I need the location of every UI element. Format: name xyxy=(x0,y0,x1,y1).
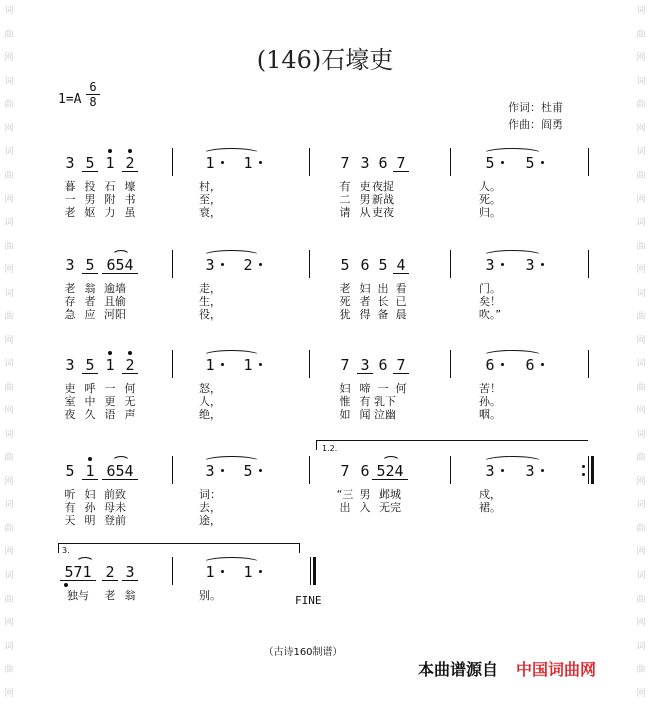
note: 6 xyxy=(360,462,370,480)
note: 3 xyxy=(65,256,75,274)
final-barline-thick xyxy=(313,557,316,585)
lyric-syllable: 何 xyxy=(395,382,407,395)
augmentation-dot xyxy=(541,363,544,366)
note: 3 xyxy=(485,256,495,274)
augmentation-dot xyxy=(501,263,504,266)
lyric-syllable: 逾墙 xyxy=(104,282,126,295)
lyric-syllable: 别。 xyxy=(199,589,221,602)
barline xyxy=(450,148,451,176)
note: 2 xyxy=(243,256,253,274)
lyric-syllable: 者 xyxy=(84,295,96,308)
lyric-syllable: 走， xyxy=(199,282,221,295)
slur xyxy=(483,148,542,159)
lyric-syllable: 书 xyxy=(124,193,136,206)
slur xyxy=(203,250,260,261)
augmentation-dot xyxy=(259,570,262,573)
augmentation-dot xyxy=(501,161,504,164)
watermark-char: 曲 xyxy=(636,100,646,111)
lyric-syllable: 妇 xyxy=(84,488,96,501)
watermark-char: 网 xyxy=(636,547,646,558)
note: 1 xyxy=(105,356,115,374)
lyric-syllable: 途， xyxy=(199,514,221,527)
lyric-syllable: 何 xyxy=(124,382,136,395)
lyric-syllable: 壕 xyxy=(124,180,136,193)
watermark-char: 曲 xyxy=(4,665,14,676)
barline xyxy=(172,456,173,484)
watermark-char: 词 xyxy=(636,218,646,229)
lyric-syllable: 矣！ xyxy=(479,295,501,308)
watermark-char: 曲 xyxy=(636,382,646,393)
watermark-char: 网 xyxy=(636,688,646,699)
watermark-char: 网 xyxy=(4,476,14,487)
lyric-syllable: 入 xyxy=(359,501,371,514)
watermark-char: 曲 xyxy=(636,453,646,464)
barline xyxy=(588,148,589,176)
lyric-syllable: 出 xyxy=(339,501,351,514)
watermark-char: 网 xyxy=(4,194,14,205)
lyric-syllable: 裙。 xyxy=(479,501,501,514)
lyric-syllable: 老 xyxy=(104,589,116,602)
note: 2 xyxy=(122,357,138,374)
slur xyxy=(483,350,542,361)
watermark-char: 网 xyxy=(4,335,14,346)
watermark-char: 词 xyxy=(636,359,646,370)
watermark-char: 曲 xyxy=(636,312,646,323)
augmentation-dot xyxy=(221,263,224,266)
barline xyxy=(588,350,589,378)
watermark-char: 词 xyxy=(636,288,646,299)
slur xyxy=(112,250,130,261)
lyric-syllable: 呼 xyxy=(84,382,96,395)
note: 1 xyxy=(243,563,253,581)
volta-bracket-last-tick-left xyxy=(58,543,59,553)
lyric-syllable: 一 xyxy=(377,382,389,395)
time-signature xyxy=(86,80,100,109)
note: 3 xyxy=(357,357,373,374)
watermark-char: 曲 xyxy=(636,170,646,181)
augmentation-dot xyxy=(221,161,224,164)
watermark-char: 网 xyxy=(4,618,14,629)
slur xyxy=(203,148,260,159)
lyric-syllable: 出 xyxy=(377,282,389,295)
meter-bottom: 8 xyxy=(89,95,97,109)
watermark-char: 词 xyxy=(636,6,646,17)
final-barline-thin xyxy=(310,557,311,585)
note: 7 xyxy=(340,356,350,374)
note: 5 xyxy=(485,154,495,172)
barline xyxy=(309,250,310,278)
lyric-syllable: 老 xyxy=(339,282,351,295)
lyric-syllable: 死 xyxy=(339,295,351,308)
note: 6 xyxy=(485,356,495,374)
watermark-char: 网 xyxy=(636,53,646,64)
lyric-syllable: 母未 xyxy=(104,501,126,514)
slur xyxy=(382,456,400,467)
watermark-char: 曲 xyxy=(4,453,14,464)
octave-dot-below xyxy=(64,583,68,587)
lyric-syllable: 虽 xyxy=(124,206,136,219)
source-label: 本曲谱源自 xyxy=(418,660,499,679)
note: 5 xyxy=(378,256,388,274)
watermark-char: 网 xyxy=(636,123,646,134)
barline xyxy=(309,148,310,176)
repeat-barline-thin xyxy=(588,456,589,484)
lyric-syllable: 役， xyxy=(199,308,221,321)
barline xyxy=(172,250,173,278)
augmentation-dot xyxy=(259,469,262,472)
lyric-syllable: 看 xyxy=(395,282,407,295)
watermark-char: 网 xyxy=(636,406,646,417)
note: 5 xyxy=(65,462,75,480)
watermark-char: 曲 xyxy=(4,241,14,252)
lyric-syllable: 夜捉 xyxy=(372,180,394,193)
watermark-char: 曲 xyxy=(4,100,14,111)
augmentation-dot xyxy=(259,263,262,266)
lyric-syllable: 男 xyxy=(359,488,371,501)
watermark-char: 词 xyxy=(636,641,646,652)
repeat-dot-upper xyxy=(582,465,585,468)
lyric-syllable: 人， xyxy=(199,395,221,408)
barline xyxy=(309,456,310,484)
note: 3 xyxy=(65,154,75,172)
note: 6 xyxy=(525,356,535,374)
lyric-syllable: 从 xyxy=(359,206,371,219)
lyric-syllable: 夜 xyxy=(64,408,76,421)
watermark-char: 网 xyxy=(636,265,646,276)
score-footnote: （古诗160制谱） xyxy=(263,647,343,658)
lyric-syllable: 泣幽 xyxy=(374,408,396,421)
slur xyxy=(483,250,542,261)
note: 5 xyxy=(82,257,98,274)
repeat-dot-lower xyxy=(582,473,585,476)
note: 4 xyxy=(393,257,409,274)
lyric-syllable: 力 xyxy=(104,206,116,219)
lyric-syllable: “三 xyxy=(336,488,354,501)
lyric-syllable: 语 xyxy=(104,408,116,421)
lyric-syllable: 吏夜 xyxy=(372,206,394,219)
lyric-syllable: 去， xyxy=(199,501,221,514)
barline xyxy=(588,250,589,278)
note: 3 xyxy=(525,256,535,274)
barline xyxy=(450,456,451,484)
octave-dot-above xyxy=(108,351,112,355)
watermark-char: 曲 xyxy=(636,29,646,40)
note: 5 xyxy=(82,155,98,172)
lyric-syllable: 暮 xyxy=(64,180,76,193)
lyric-syllable: 投 xyxy=(84,180,96,193)
note: 5 xyxy=(525,154,535,172)
lyric-syllable: 晨 xyxy=(395,308,407,321)
lyric-syllable: 听 xyxy=(64,488,76,501)
note: 1 xyxy=(205,563,215,581)
note: 1 xyxy=(105,154,115,172)
lyricist-credit: 作词：杜甫 xyxy=(508,101,563,114)
note: 3 xyxy=(122,564,138,581)
lyric-syllable: 绝， xyxy=(199,408,221,421)
lyric-syllable: 生， xyxy=(199,295,221,308)
lyric-syllable: 男 xyxy=(359,193,371,206)
lyric-syllable: 请 xyxy=(339,206,351,219)
note: 6 xyxy=(360,256,370,274)
lyric-syllable: 老 xyxy=(64,206,76,219)
lyric-syllable: 天 xyxy=(64,514,76,527)
lyric-syllable: 急 xyxy=(64,308,76,321)
lyric-syllable: 词： xyxy=(199,488,221,501)
watermark-char: 词 xyxy=(4,429,14,440)
slur xyxy=(203,456,260,467)
watermark-char: 网 xyxy=(636,476,646,487)
volta-bracket-first-tick xyxy=(316,440,317,450)
lyric-syllable: 久 xyxy=(84,408,96,421)
note: 3 xyxy=(205,462,215,480)
lyric-syllable: 声 xyxy=(124,408,136,421)
watermark-char: 词 xyxy=(4,76,14,87)
note: 7 xyxy=(393,357,409,374)
watermark-char: 词 xyxy=(636,500,646,511)
lyric-syllable: 一 xyxy=(104,382,116,395)
lyric-syllable: 吹。” xyxy=(478,308,502,321)
lyric-syllable: 得 xyxy=(359,308,371,321)
lyric-syllable: 老 xyxy=(64,282,76,295)
fine-marking: FINE xyxy=(295,594,322,607)
note: 1 xyxy=(82,463,98,480)
source-line xyxy=(418,657,596,680)
note: 654 xyxy=(102,257,138,274)
lyric-syllable: 登前 xyxy=(104,514,126,527)
watermark-char: 网 xyxy=(4,688,14,699)
augmentation-dot xyxy=(541,161,544,164)
note: 524 xyxy=(372,463,408,480)
lyric-syllable: 河阳 xyxy=(104,308,126,321)
augmentation-dot xyxy=(221,363,224,366)
lyric-syllable: 孙。 xyxy=(479,395,501,408)
note: 5 xyxy=(82,357,98,374)
watermark-char: 曲 xyxy=(636,594,646,605)
watermark-char: 曲 xyxy=(636,523,646,534)
lyric-syllable: 妇 xyxy=(339,382,351,395)
slur xyxy=(76,557,94,568)
score-system-5 xyxy=(0,557,650,647)
meter-top: 6 xyxy=(86,80,100,95)
volta-bracket-last xyxy=(58,543,300,544)
lyric-syllable: 归。 xyxy=(479,206,501,219)
watermark-char: 曲 xyxy=(4,29,14,40)
watermark-char: 词 xyxy=(4,6,14,17)
note: 3 xyxy=(525,462,535,480)
volta-label-first: 1.2. xyxy=(322,444,338,453)
lyric-syllable: 妪 xyxy=(84,206,96,219)
song-title: (146)石壕吏 xyxy=(256,46,394,74)
score-system-4 xyxy=(0,453,650,546)
augmentation-dot xyxy=(501,363,504,366)
lyric-syllable: 至， xyxy=(199,193,221,206)
octave-dot-above xyxy=(88,457,92,461)
lyric-syllable: 孙 xyxy=(84,501,96,514)
lyric-syllable: 吏 xyxy=(64,382,76,395)
watermark-char: 网 xyxy=(4,123,14,134)
note: 3 xyxy=(360,154,370,172)
augmentation-dot xyxy=(541,469,544,472)
slur xyxy=(483,456,542,467)
lyric-syllable: 已 xyxy=(395,295,407,308)
score-system-2 xyxy=(0,250,650,340)
watermark-char: 词 xyxy=(4,359,14,370)
lyric-syllable: 乳下 xyxy=(374,395,396,408)
note: 5 xyxy=(243,462,253,480)
watermark-char: 网 xyxy=(4,406,14,417)
lyric-syllable: 二 xyxy=(339,193,351,206)
watermark-char: 曲 xyxy=(4,594,14,605)
watermark-char: 曲 xyxy=(4,170,14,181)
watermark-char: 词 xyxy=(4,641,14,652)
barline xyxy=(309,350,310,378)
note: 7 xyxy=(340,462,350,480)
octave-dot-above xyxy=(128,351,132,355)
lyric-syllable: 咽。 xyxy=(479,408,501,421)
note: 7 xyxy=(393,155,409,172)
barline xyxy=(172,350,173,378)
watermark-char: 网 xyxy=(4,547,14,558)
watermark-char: 词 xyxy=(636,147,646,158)
barline xyxy=(172,557,173,585)
barline xyxy=(450,350,451,378)
note: 3 xyxy=(65,356,75,374)
lyric-syllable: 有 xyxy=(339,180,351,193)
lyric-syllable: 翁 xyxy=(84,282,96,295)
composer-credit: 作曲：阎勇 xyxy=(508,118,563,131)
lyric-syllable: 衰， xyxy=(199,206,221,219)
lyric-syllable: 怒， xyxy=(199,382,221,395)
note: 3 xyxy=(205,256,215,274)
lyric-syllable: 附 xyxy=(104,193,116,206)
lyric-syllable: 苦！ xyxy=(479,382,501,395)
score-system-1 xyxy=(0,148,650,238)
lyric-syllable: 死。 xyxy=(479,193,501,206)
score-system-3 xyxy=(0,350,650,440)
lyric-syllable: 更 xyxy=(104,395,116,408)
lyric-syllable: 妇 xyxy=(359,282,371,295)
note: 5 xyxy=(340,256,350,274)
watermark-char: 词 xyxy=(4,500,14,511)
note: 2 xyxy=(102,564,118,581)
lyric-syllable: 一 xyxy=(64,193,76,206)
lyric-syllable: 翁 xyxy=(124,589,136,602)
augmentation-dot xyxy=(259,161,262,164)
volta-bracket-last-tick-right xyxy=(299,543,300,553)
note: 7 xyxy=(340,154,350,172)
note: 1 xyxy=(243,356,253,374)
watermark-char: 网 xyxy=(636,618,646,629)
source-site: 中国词曲网 xyxy=(516,660,597,679)
octave-dot-above xyxy=(108,149,112,153)
lyric-syllable: 邺城 xyxy=(379,488,401,501)
note: 654 xyxy=(102,463,138,480)
lyric-syllable: 惟 xyxy=(339,395,351,408)
lyric-syllable: 应 xyxy=(84,308,96,321)
augmentation-dot xyxy=(221,469,224,472)
volta-label-last: 3. xyxy=(62,546,70,555)
lyric-syllable: 独与 xyxy=(67,589,89,602)
watermark-char: 词 xyxy=(636,571,646,582)
watermark-char: 词 xyxy=(4,288,14,299)
augmentation-dot xyxy=(259,363,262,366)
watermark-char: 网 xyxy=(4,265,14,276)
lyric-syllable: 戍， xyxy=(479,488,501,501)
lyric-syllable: 石 xyxy=(104,180,116,193)
lyric-syllable: 门。 xyxy=(479,282,501,295)
lyric-syllable: 啼 xyxy=(359,382,371,395)
lyric-syllable: 有 xyxy=(359,395,371,408)
lyric-syllable: 无 xyxy=(124,395,136,408)
lyric-syllable: 男 xyxy=(84,193,96,206)
lyric-syllable: 新战 xyxy=(372,193,394,206)
note: 3 xyxy=(485,462,495,480)
key-signature: 1=A xyxy=(58,92,82,107)
lyric-syllable: 室 xyxy=(64,395,76,408)
slur xyxy=(203,557,260,568)
note: 2 xyxy=(122,155,138,172)
watermark-char: 网 xyxy=(636,335,646,346)
lyric-syllable: 如 xyxy=(339,408,351,421)
barline xyxy=(450,250,451,278)
lyric-syllable: 有 xyxy=(64,501,76,514)
watermark-char: 词 xyxy=(4,147,14,158)
lyric-syllable: 犹 xyxy=(339,308,351,321)
lyric-syllable: 长 xyxy=(377,295,389,308)
note: 1 xyxy=(205,154,215,172)
watermark-char: 曲 xyxy=(4,523,14,534)
slur xyxy=(203,350,260,361)
lyric-syllable: 村， xyxy=(199,180,221,193)
note: 1 xyxy=(205,356,215,374)
lyric-syllable: 者 xyxy=(359,295,371,308)
note: 6 xyxy=(378,356,388,374)
watermark-char: 曲 xyxy=(636,665,646,676)
watermark-char: 词 xyxy=(4,571,14,582)
augmentation-dot xyxy=(541,263,544,266)
augmentation-dot xyxy=(221,570,224,573)
watermark-char: 词 xyxy=(636,429,646,440)
watermark-char: 曲 xyxy=(636,241,646,252)
watermark-char: 词 xyxy=(4,218,14,229)
watermark-char: 网 xyxy=(636,194,646,205)
slur xyxy=(112,456,130,467)
watermark-char: 网 xyxy=(4,53,14,64)
lyric-syllable: 且偷 xyxy=(104,295,126,308)
lyric-syllable: 吏 xyxy=(359,180,371,193)
barline xyxy=(172,148,173,176)
note: 6 xyxy=(378,154,388,172)
lyric-syllable: 闻 xyxy=(359,408,371,421)
note: 1 xyxy=(243,154,253,172)
lyric-syllable: 备 xyxy=(377,308,389,321)
watermark-char: 词 xyxy=(636,76,646,87)
lyric-syllable: 存 xyxy=(64,295,76,308)
lyric-syllable: 前致 xyxy=(104,488,126,501)
lyric-syllable: 中 xyxy=(84,395,96,408)
note: 571 xyxy=(60,564,96,581)
volta-bracket-first xyxy=(316,440,588,441)
augmentation-dot xyxy=(501,469,504,472)
lyric-syllable: 明 xyxy=(84,514,96,527)
lyric-syllable: 人。 xyxy=(479,180,501,193)
lyric-syllable: 无完 xyxy=(379,501,401,514)
watermark-char: 曲 xyxy=(4,312,14,323)
octave-dot-above xyxy=(128,149,132,153)
repeat-barline-thick xyxy=(591,456,594,484)
watermark-char: 曲 xyxy=(4,382,14,393)
